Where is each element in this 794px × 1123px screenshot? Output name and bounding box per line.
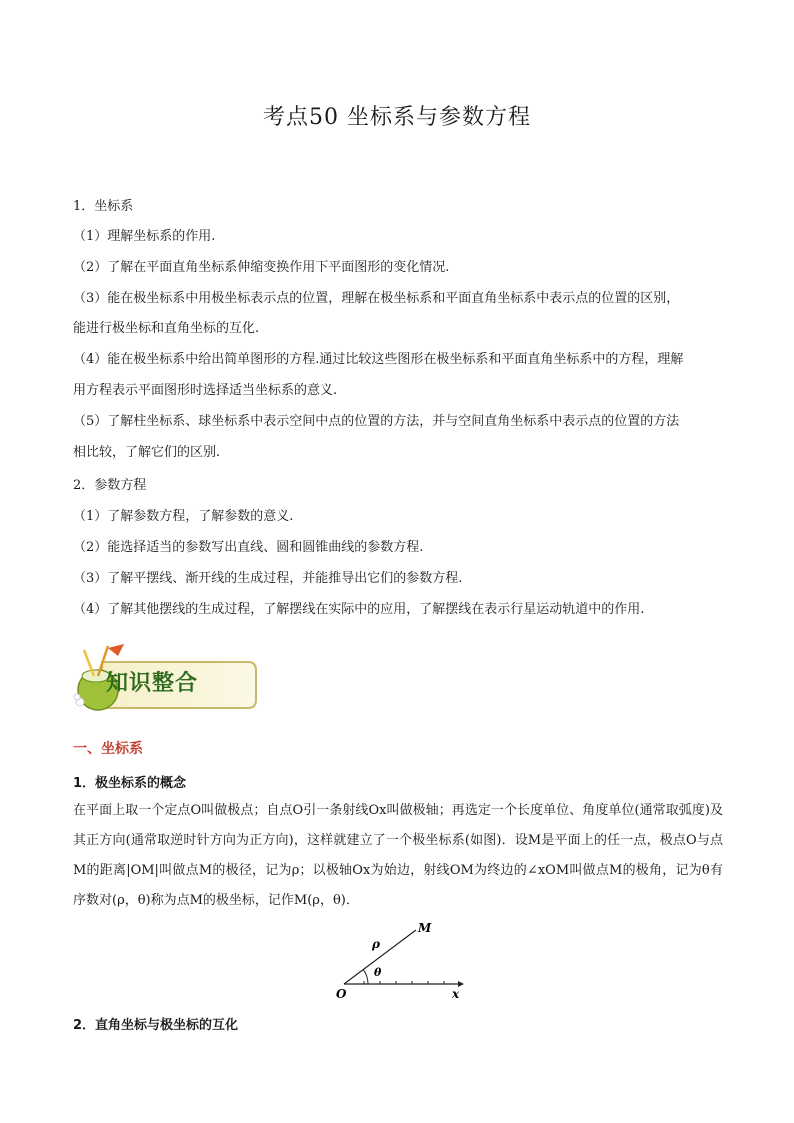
section-heading: 一、坐标系 [73, 741, 143, 757]
req-item: （2）能选择适当的参数写出直线、圆和圆锥曲线的参数方程. [73, 540, 424, 555]
subsection-heading: 2．直角坐标与极坐标的互化 [73, 1018, 239, 1033]
req-item: （5）了解柱坐标系、球坐标系中表示空间中点的位置的方法，并与空间直角坐标系中表示点的位置的方法 [73, 414, 680, 429]
req-item: （3）能在极坐标系中用极坐标表示点的位置，理解在极坐标系和平面直角坐标系中表示点的位置的区别， [73, 291, 680, 306]
label-theta: θ [374, 966, 382, 979]
req-heading-2: 2．参数方程 [73, 478, 147, 493]
label-x: x [452, 987, 460, 1001]
polar-coordinate-figure [330, 918, 470, 1004]
section-banner-label: 知识整合 [106, 671, 199, 696]
req-item: 能进行极坐标和直角坐标的互化. [73, 321, 260, 336]
paragraph: 在平面上取一个定点O叫做极点；自点O引一条射线Ox叫做极轴；再选定一个长度单位、角度单位(通常取弧度)及其正方向(通常取逆时针方向为正方向)，这样就建立了一个极坐标系(如图)．设M是平面上的任一点，极点O与点M的距离|OM|叫做点M的极径，记为ρ；以极轴Ox为始边，射线OM为终边的∠xOM叫做点M的极角，记为θ有序数对(ρ，θ)称为点M的极坐标，记作M(ρ，θ)． [73, 803, 723, 908]
req-item: 相比较，了解它们的区别. [73, 445, 221, 460]
page-title: 考点50 坐标系与参数方程 [263, 105, 531, 130]
label-O: O [336, 987, 347, 1001]
req-item: （4）了解其他摆线的生成过程，了解摆线在实际中的应用，了解摆线在表示行星运动轨道中的作用. [73, 602, 645, 617]
label-rho: ρ [372, 937, 380, 951]
req-heading-1: 1．坐标系 [73, 199, 134, 214]
req-item: （2）了解在平面直角坐标系伸缩变换作用下平面图形的变化情况. [73, 260, 450, 275]
subsection-heading: 1．极坐标系的概念 [73, 776, 187, 791]
req-item: （4）能在极坐标系中给出简单图形的方程.通过比较这些图形在极坐标系和平面直角坐标系中的方程，理解 [73, 352, 684, 367]
req-item: （1）了解参数方程，了解参数的意义. [73, 509, 294, 524]
req-item: （1）理解坐标系的作用. [73, 229, 216, 244]
req-item: 用方程表示平面图形时选择适当坐标系的意义. [73, 383, 338, 398]
req-item: （3）了解平摆线、渐开线的生成过程，并能推导出它们的参数方程. [73, 571, 463, 586]
label-M: M [418, 921, 432, 935]
